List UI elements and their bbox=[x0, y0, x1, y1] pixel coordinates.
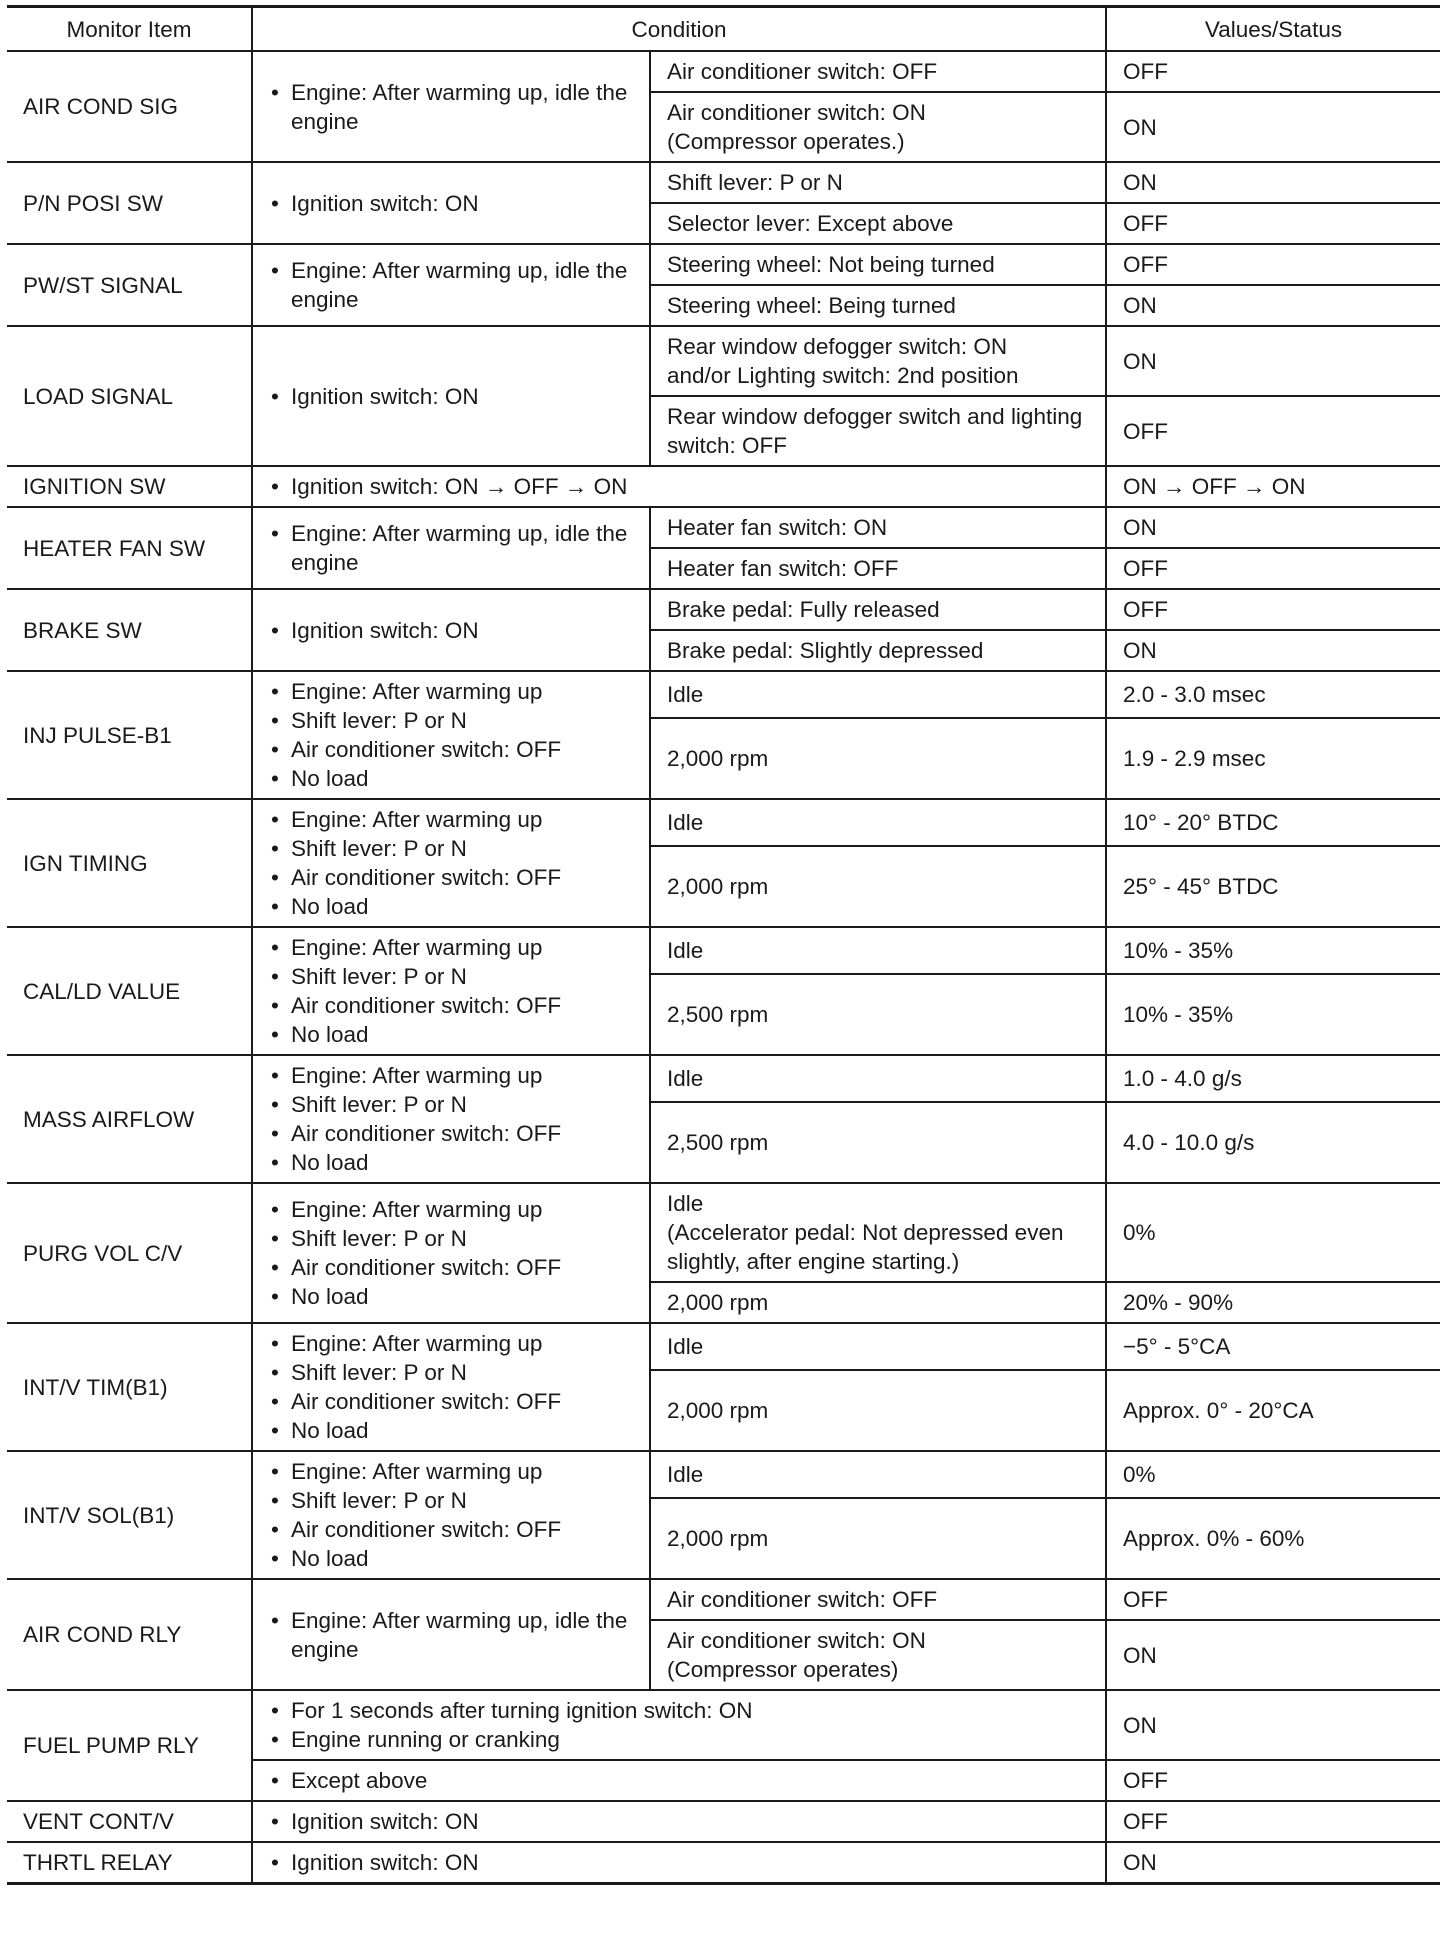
table-row bbox=[7, 244, 1440, 285]
value-cell: ON → OFF → ON bbox=[1106, 466, 1440, 507]
value-cell: ON bbox=[1106, 326, 1440, 396]
condition-bullet: • Shift lever: P or N bbox=[269, 1090, 639, 1119]
condition-bullet: • Air conditioner switch: OFF bbox=[269, 735, 639, 764]
monitor-item-cell: FUEL PUMP RLY bbox=[7, 1690, 252, 1801]
header-values-status: Values/Status bbox=[1106, 7, 1440, 52]
condition-bullet: • For 1 seconds after turning ignition switch: ON bbox=[269, 1696, 1095, 1725]
condition-bullet: • No load bbox=[269, 1020, 639, 1049]
condition-cell bbox=[252, 1451, 650, 1579]
condition-bullet: • Ignition switch: ON bbox=[269, 616, 639, 645]
condition-bullet: • Except above bbox=[269, 1766, 1095, 1795]
condition-cell bbox=[252, 51, 650, 162]
value-cell: Approx. 0% - 60% bbox=[1106, 1498, 1440, 1579]
condition-list bbox=[269, 1061, 639, 1177]
monitor-item-cell: IGN TIMING bbox=[7, 799, 252, 927]
value-cell: 1.9 - 2.9 msec bbox=[1106, 718, 1440, 799]
sub-condition-cell: Air conditioner switch: OFF bbox=[650, 1579, 1106, 1620]
value-cell: ON bbox=[1106, 630, 1440, 671]
table-row bbox=[7, 1801, 1440, 1842]
monitor-item-spec-table bbox=[7, 5, 1440, 1885]
condition-bullet: • Engine: After warming up, idle the engine bbox=[269, 1606, 639, 1664]
condition-list bbox=[269, 189, 639, 218]
condition-bullet: • Air conditioner switch: OFF bbox=[269, 1119, 639, 1148]
table-header-row bbox=[7, 7, 1440, 52]
monitor-item-cell: P/N POSI SW bbox=[7, 162, 252, 244]
condition-list bbox=[269, 1696, 1095, 1754]
condition-bullet: • Engine: After warming up, idle the engine bbox=[269, 256, 639, 314]
condition-cell bbox=[252, 1760, 1106, 1801]
sub-condition-cell: Air conditioner switch: ON (Compressor operates) bbox=[650, 1620, 1106, 1690]
monitor-item-cell: PURG VOL C/V bbox=[7, 1183, 252, 1323]
condition-cell bbox=[252, 1183, 650, 1323]
condition-bullet: • Ignition switch: ON → OFF → ON bbox=[269, 472, 1095, 501]
value-cell: ON bbox=[1106, 1842, 1440, 1884]
condition-cell bbox=[252, 671, 650, 799]
condition-bullet: • Shift lever: P or N bbox=[269, 962, 639, 991]
condition-bullet: • Ignition switch: ON bbox=[269, 189, 639, 218]
sub-condition-cell: 2,000 rpm bbox=[650, 1282, 1106, 1323]
value-cell: OFF bbox=[1106, 244, 1440, 285]
sub-condition-cell: Idle bbox=[650, 1451, 1106, 1498]
condition-list bbox=[269, 1195, 639, 1311]
value-cell: 2.0 - 3.0 msec bbox=[1106, 671, 1440, 718]
header-monitor-item: Monitor Item bbox=[7, 7, 252, 52]
condition-bullet: • Engine: After warming up bbox=[269, 1457, 639, 1486]
table-row bbox=[7, 589, 1440, 630]
value-cell: 0% bbox=[1106, 1183, 1440, 1282]
table-row bbox=[7, 1183, 1440, 1282]
condition-bullet: • Engine: After warming up bbox=[269, 1061, 639, 1090]
sub-condition-cell: Idle bbox=[650, 1055, 1106, 1102]
monitor-item-cell: BRAKE SW bbox=[7, 589, 252, 671]
condition-cell bbox=[252, 507, 650, 589]
sub-condition-cell: Idle bbox=[650, 799, 1106, 846]
sub-condition-cell: 2,500 rpm bbox=[650, 1102, 1106, 1183]
monitor-item-cell: AIR COND SIG bbox=[7, 51, 252, 162]
sub-condition-cell: 2,000 rpm bbox=[650, 718, 1106, 799]
sub-condition-cell: Steering wheel: Not being turned bbox=[650, 244, 1106, 285]
condition-cell bbox=[252, 1055, 650, 1183]
monitor-item-cell: INJ PULSE-B1 bbox=[7, 671, 252, 799]
value-cell: 1.0 - 4.0 g/s bbox=[1106, 1055, 1440, 1102]
condition-list bbox=[269, 1457, 639, 1573]
condition-bullet: • Ignition switch: ON bbox=[269, 1848, 1095, 1877]
condition-bullet: • Engine: After warming up bbox=[269, 677, 639, 706]
table-row bbox=[7, 507, 1440, 548]
condition-list bbox=[269, 78, 639, 136]
condition-bullet: • Engine: After warming up bbox=[269, 805, 639, 834]
table-row bbox=[7, 1842, 1440, 1884]
value-cell: ON bbox=[1106, 92, 1440, 162]
condition-list bbox=[269, 677, 639, 793]
condition-list bbox=[269, 382, 639, 411]
monitor-item-cell: PW/ST SIGNAL bbox=[7, 244, 252, 326]
condition-bullet: • Engine: After warming up bbox=[269, 1195, 639, 1224]
condition-cell bbox=[252, 1842, 1106, 1884]
condition-bullet: • Air conditioner switch: OFF bbox=[269, 1387, 639, 1416]
sub-condition-cell: Brake pedal: Slightly depressed bbox=[650, 630, 1106, 671]
value-cell: ON bbox=[1106, 507, 1440, 548]
table-row bbox=[7, 1451, 1440, 1498]
condition-bullet: • Shift lever: P or N bbox=[269, 706, 639, 735]
condition-list bbox=[269, 1807, 1095, 1836]
value-cell: Approx. 0° - 20°CA bbox=[1106, 1370, 1440, 1451]
table-row bbox=[7, 1579, 1440, 1620]
condition-list bbox=[269, 519, 639, 577]
value-cell: OFF bbox=[1106, 396, 1440, 466]
condition-bullet: • Shift lever: P or N bbox=[269, 1224, 639, 1253]
condition-bullet: • Shift lever: P or N bbox=[269, 1486, 639, 1515]
value-cell: 4.0 - 10.0 g/s bbox=[1106, 1102, 1440, 1183]
table-row bbox=[7, 799, 1440, 846]
table-row bbox=[7, 1690, 1440, 1760]
value-cell: 10° - 20° BTDC bbox=[1106, 799, 1440, 846]
condition-list bbox=[269, 256, 639, 314]
monitor-item-cell: INT/V SOL(B1) bbox=[7, 1451, 252, 1579]
condition-bullet: • Engine: After warming up bbox=[269, 1329, 639, 1358]
monitor-item-cell: VENT CONT/V bbox=[7, 1801, 252, 1842]
condition-cell bbox=[252, 1323, 650, 1451]
condition-bullet: • Engine: After warming up, idle the engine bbox=[269, 519, 639, 577]
table-body bbox=[7, 51, 1440, 1884]
sub-condition-cell: Steering wheel: Being turned bbox=[650, 285, 1106, 326]
sub-condition-cell: Brake pedal: Fully released bbox=[650, 589, 1106, 630]
monitor-item-cell: HEATER FAN SW bbox=[7, 507, 252, 589]
condition-cell bbox=[252, 466, 1106, 507]
sub-condition-cell: Air conditioner switch: OFF bbox=[650, 51, 1106, 92]
sub-condition-cell: Selector lever: Except above bbox=[650, 203, 1106, 244]
condition-bullet: • Air conditioner switch: OFF bbox=[269, 1253, 639, 1282]
table-row bbox=[7, 1323, 1440, 1370]
condition-bullet: • No load bbox=[269, 1148, 639, 1177]
sub-condition-cell: Shift lever: P or N bbox=[650, 162, 1106, 203]
sub-condition-cell: Heater fan switch: OFF bbox=[650, 548, 1106, 589]
monitor-item-cell: IGNITION SW bbox=[7, 466, 252, 507]
value-cell: OFF bbox=[1106, 1801, 1440, 1842]
value-cell: 25° - 45° BTDC bbox=[1106, 846, 1440, 927]
sub-condition-cell: Idle bbox=[650, 671, 1106, 718]
condition-bullet: • Engine: After warming up, idle the engine bbox=[269, 78, 639, 136]
condition-list bbox=[269, 1329, 639, 1445]
condition-bullet: • Air conditioner switch: OFF bbox=[269, 991, 639, 1020]
condition-cell bbox=[252, 1690, 1106, 1760]
condition-cell bbox=[252, 1801, 1106, 1842]
sub-condition-cell: Idle bbox=[650, 927, 1106, 974]
condition-bullet: • Shift lever: P or N bbox=[269, 1358, 639, 1387]
sub-condition-cell: Rear window defogger switch and lighting switch: OFF bbox=[650, 396, 1106, 466]
value-cell: OFF bbox=[1106, 1760, 1440, 1801]
value-cell: 0% bbox=[1106, 1451, 1440, 1498]
condition-list bbox=[269, 616, 639, 645]
condition-bullet: • Air conditioner switch: OFF bbox=[269, 863, 639, 892]
condition-list bbox=[269, 472, 1095, 501]
header-condition: Condition bbox=[252, 7, 1106, 52]
monitor-item-cell: MASS AIRFLOW bbox=[7, 1055, 252, 1183]
condition-cell bbox=[252, 244, 650, 326]
condition-bullet: • Ignition switch: ON bbox=[269, 1807, 1095, 1836]
sub-condition-cell: Idle (Accelerator pedal: Not depressed even slightly, after engine starting.) bbox=[650, 1183, 1106, 1282]
sub-condition-cell: 2,500 rpm bbox=[650, 974, 1106, 1055]
monitor-item-cell: LOAD SIGNAL bbox=[7, 326, 252, 466]
table-row bbox=[7, 326, 1440, 396]
value-cell: OFF bbox=[1106, 1579, 1440, 1620]
value-cell: OFF bbox=[1106, 51, 1440, 92]
sub-condition-cell: 2,000 rpm bbox=[650, 1370, 1106, 1451]
monitor-item-cell: CAL/LD VALUE bbox=[7, 927, 252, 1055]
value-cell: OFF bbox=[1106, 548, 1440, 589]
value-cell: −5° - 5°CA bbox=[1106, 1323, 1440, 1370]
condition-list bbox=[269, 805, 639, 921]
condition-bullet: • No load bbox=[269, 892, 639, 921]
value-cell: ON bbox=[1106, 1690, 1440, 1760]
condition-cell bbox=[252, 162, 650, 244]
table-row bbox=[7, 466, 1440, 507]
value-cell: ON bbox=[1106, 1620, 1440, 1690]
monitor-item-cell: AIR COND RLY bbox=[7, 1579, 252, 1690]
condition-bullet: • Shift lever: P or N bbox=[269, 834, 639, 863]
condition-cell bbox=[252, 799, 650, 927]
condition-bullet: • No load bbox=[269, 1282, 639, 1311]
condition-list bbox=[269, 1606, 639, 1664]
table-row bbox=[7, 51, 1440, 92]
condition-bullet: • No load bbox=[269, 764, 639, 793]
condition-bullet: • Engine: After warming up bbox=[269, 933, 639, 962]
table-row bbox=[7, 162, 1440, 203]
monitor-item-cell: THRTL RELAY bbox=[7, 1842, 252, 1884]
condition-list bbox=[269, 933, 639, 1049]
condition-list bbox=[269, 1848, 1095, 1877]
condition-cell bbox=[252, 1579, 650, 1690]
condition-cell bbox=[252, 927, 650, 1055]
value-cell: ON bbox=[1106, 162, 1440, 203]
value-cell: 20% - 90% bbox=[1106, 1282, 1440, 1323]
condition-bullet: • Air conditioner switch: OFF bbox=[269, 1515, 639, 1544]
table-row bbox=[7, 671, 1440, 718]
sub-condition-cell: Rear window defogger switch: ON and/or Lighting switch: 2nd position bbox=[650, 326, 1106, 396]
sub-condition-cell: 2,000 rpm bbox=[650, 1498, 1106, 1579]
condition-bullet: • Ignition switch: ON bbox=[269, 382, 639, 411]
condition-bullet: • Engine running or cranking bbox=[269, 1725, 1095, 1754]
table-row bbox=[7, 927, 1440, 974]
monitor-item-cell: INT/V TIM(B1) bbox=[7, 1323, 252, 1451]
sub-condition-cell: Heater fan switch: ON bbox=[650, 507, 1106, 548]
condition-list bbox=[269, 1766, 1095, 1795]
value-cell: 10% - 35% bbox=[1106, 974, 1440, 1055]
value-cell: 10% - 35% bbox=[1106, 927, 1440, 974]
sub-condition-cell: 2,000 rpm bbox=[650, 846, 1106, 927]
sub-condition-cell: Idle bbox=[650, 1323, 1106, 1370]
condition-cell bbox=[252, 326, 650, 466]
value-cell: ON bbox=[1106, 285, 1440, 326]
sub-condition-cell: Air conditioner switch: ON (Compressor operates.) bbox=[650, 92, 1106, 162]
condition-cell bbox=[252, 589, 650, 671]
condition-bullet: • No load bbox=[269, 1544, 639, 1573]
table-row bbox=[7, 1055, 1440, 1102]
value-cell: OFF bbox=[1106, 589, 1440, 630]
value-cell: OFF bbox=[1106, 203, 1440, 244]
condition-bullet: • No load bbox=[269, 1416, 639, 1445]
